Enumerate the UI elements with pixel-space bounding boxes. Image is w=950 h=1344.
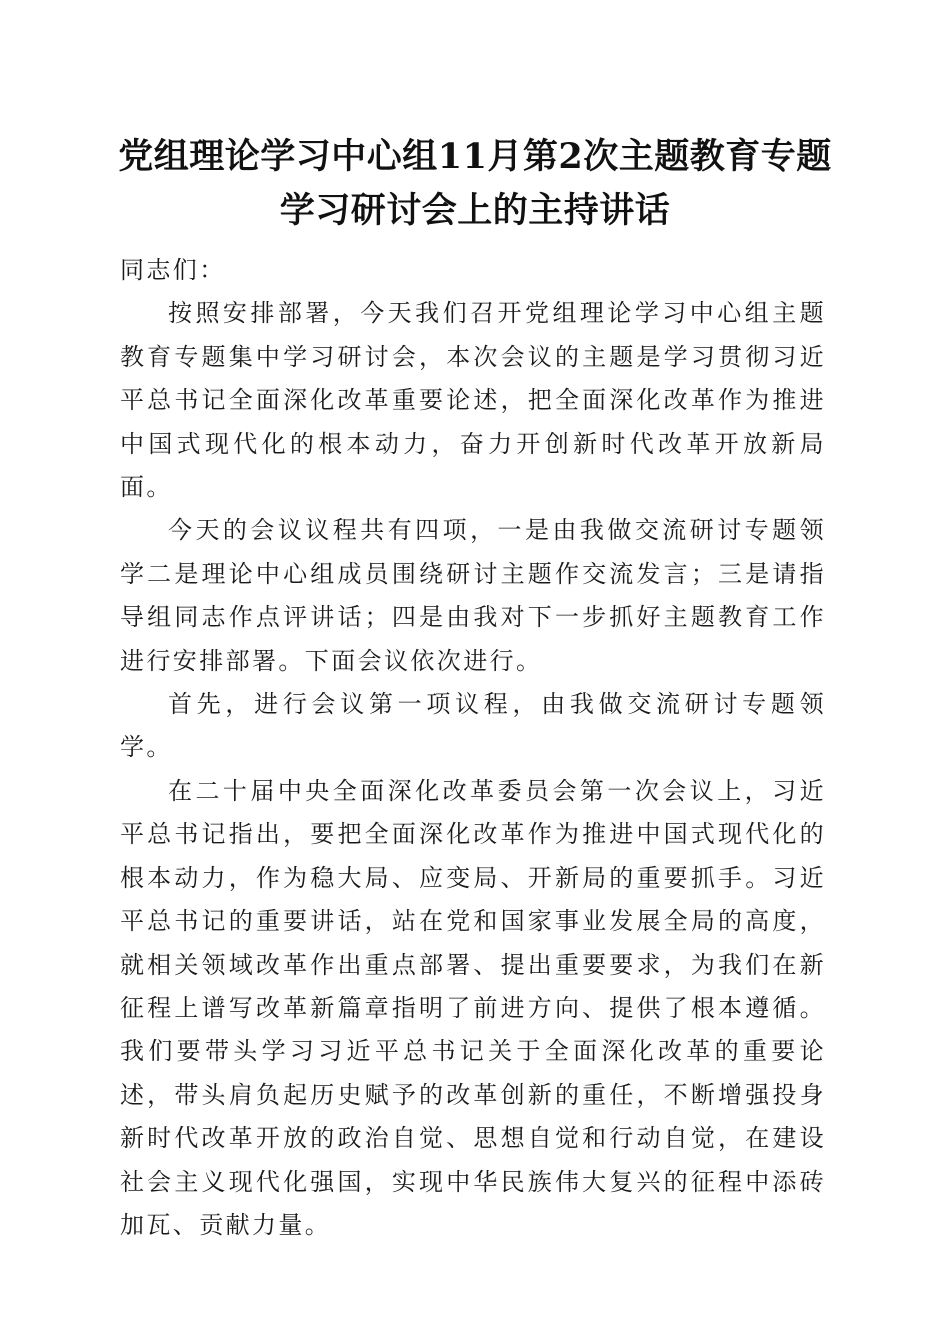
- paragraph: 今天的会议议程共有四项，一是由我做交流研讨专题领学二是理论中心组成员围绕研讨主题作交流发言；三是请指导组同志作点评讲话；四是由我对下一步抓好主题教育工作进行安排部署。下面会议依次进行。: [120, 516, 826, 675]
- paragraph: 按照安排部署，今天我们召开党组理论学习中心组主题教育专题集中学习研讨会，本次会议的主题是学习贯彻习近平总书记全面深化改革重要论述，把全面深化改革作为推进中国式现代化的根本动力，奋力开创新时代改革开放新局面。: [120, 299, 826, 502]
- document-body: [120, 249, 826, 1247]
- paragraph: 在二十届中央全面深化改革委员会第一次会议上，习近平总书记指出，要把全面深化改革作为推进中国式现代化的根本动力，作为稳大局、应变局、开新局的重要抓手。习近平总书记的重要讲话，站在党和国家事业发展全局的高度，就相关领域改革作出重点部署、提出重要要求，为我们在新征程上谱写改革新篇章指明了前进方向、提供了根本遵循。我们要带头学习习近平总书记关于全面深化改革的重要论述，带头肩负起历史赋予的改革创新的重任，不断增强投身新时代改革开放的政治自觉、思想自觉和行动自觉，在建设社会主义现代化强国，实现中华民族伟大复兴的征程中添砖加瓦、贡献力量。: [120, 776, 826, 1239]
- paragraph: 首先，进行会议第一项议程，由我做交流研讨专题领学。: [120, 690, 826, 762]
- document-title: 党组理论学习中心组11月第2次主题教育专题学习研讨会上的主持讲话: [118, 136, 832, 231]
- salutation: 同志们：: [120, 256, 226, 284]
